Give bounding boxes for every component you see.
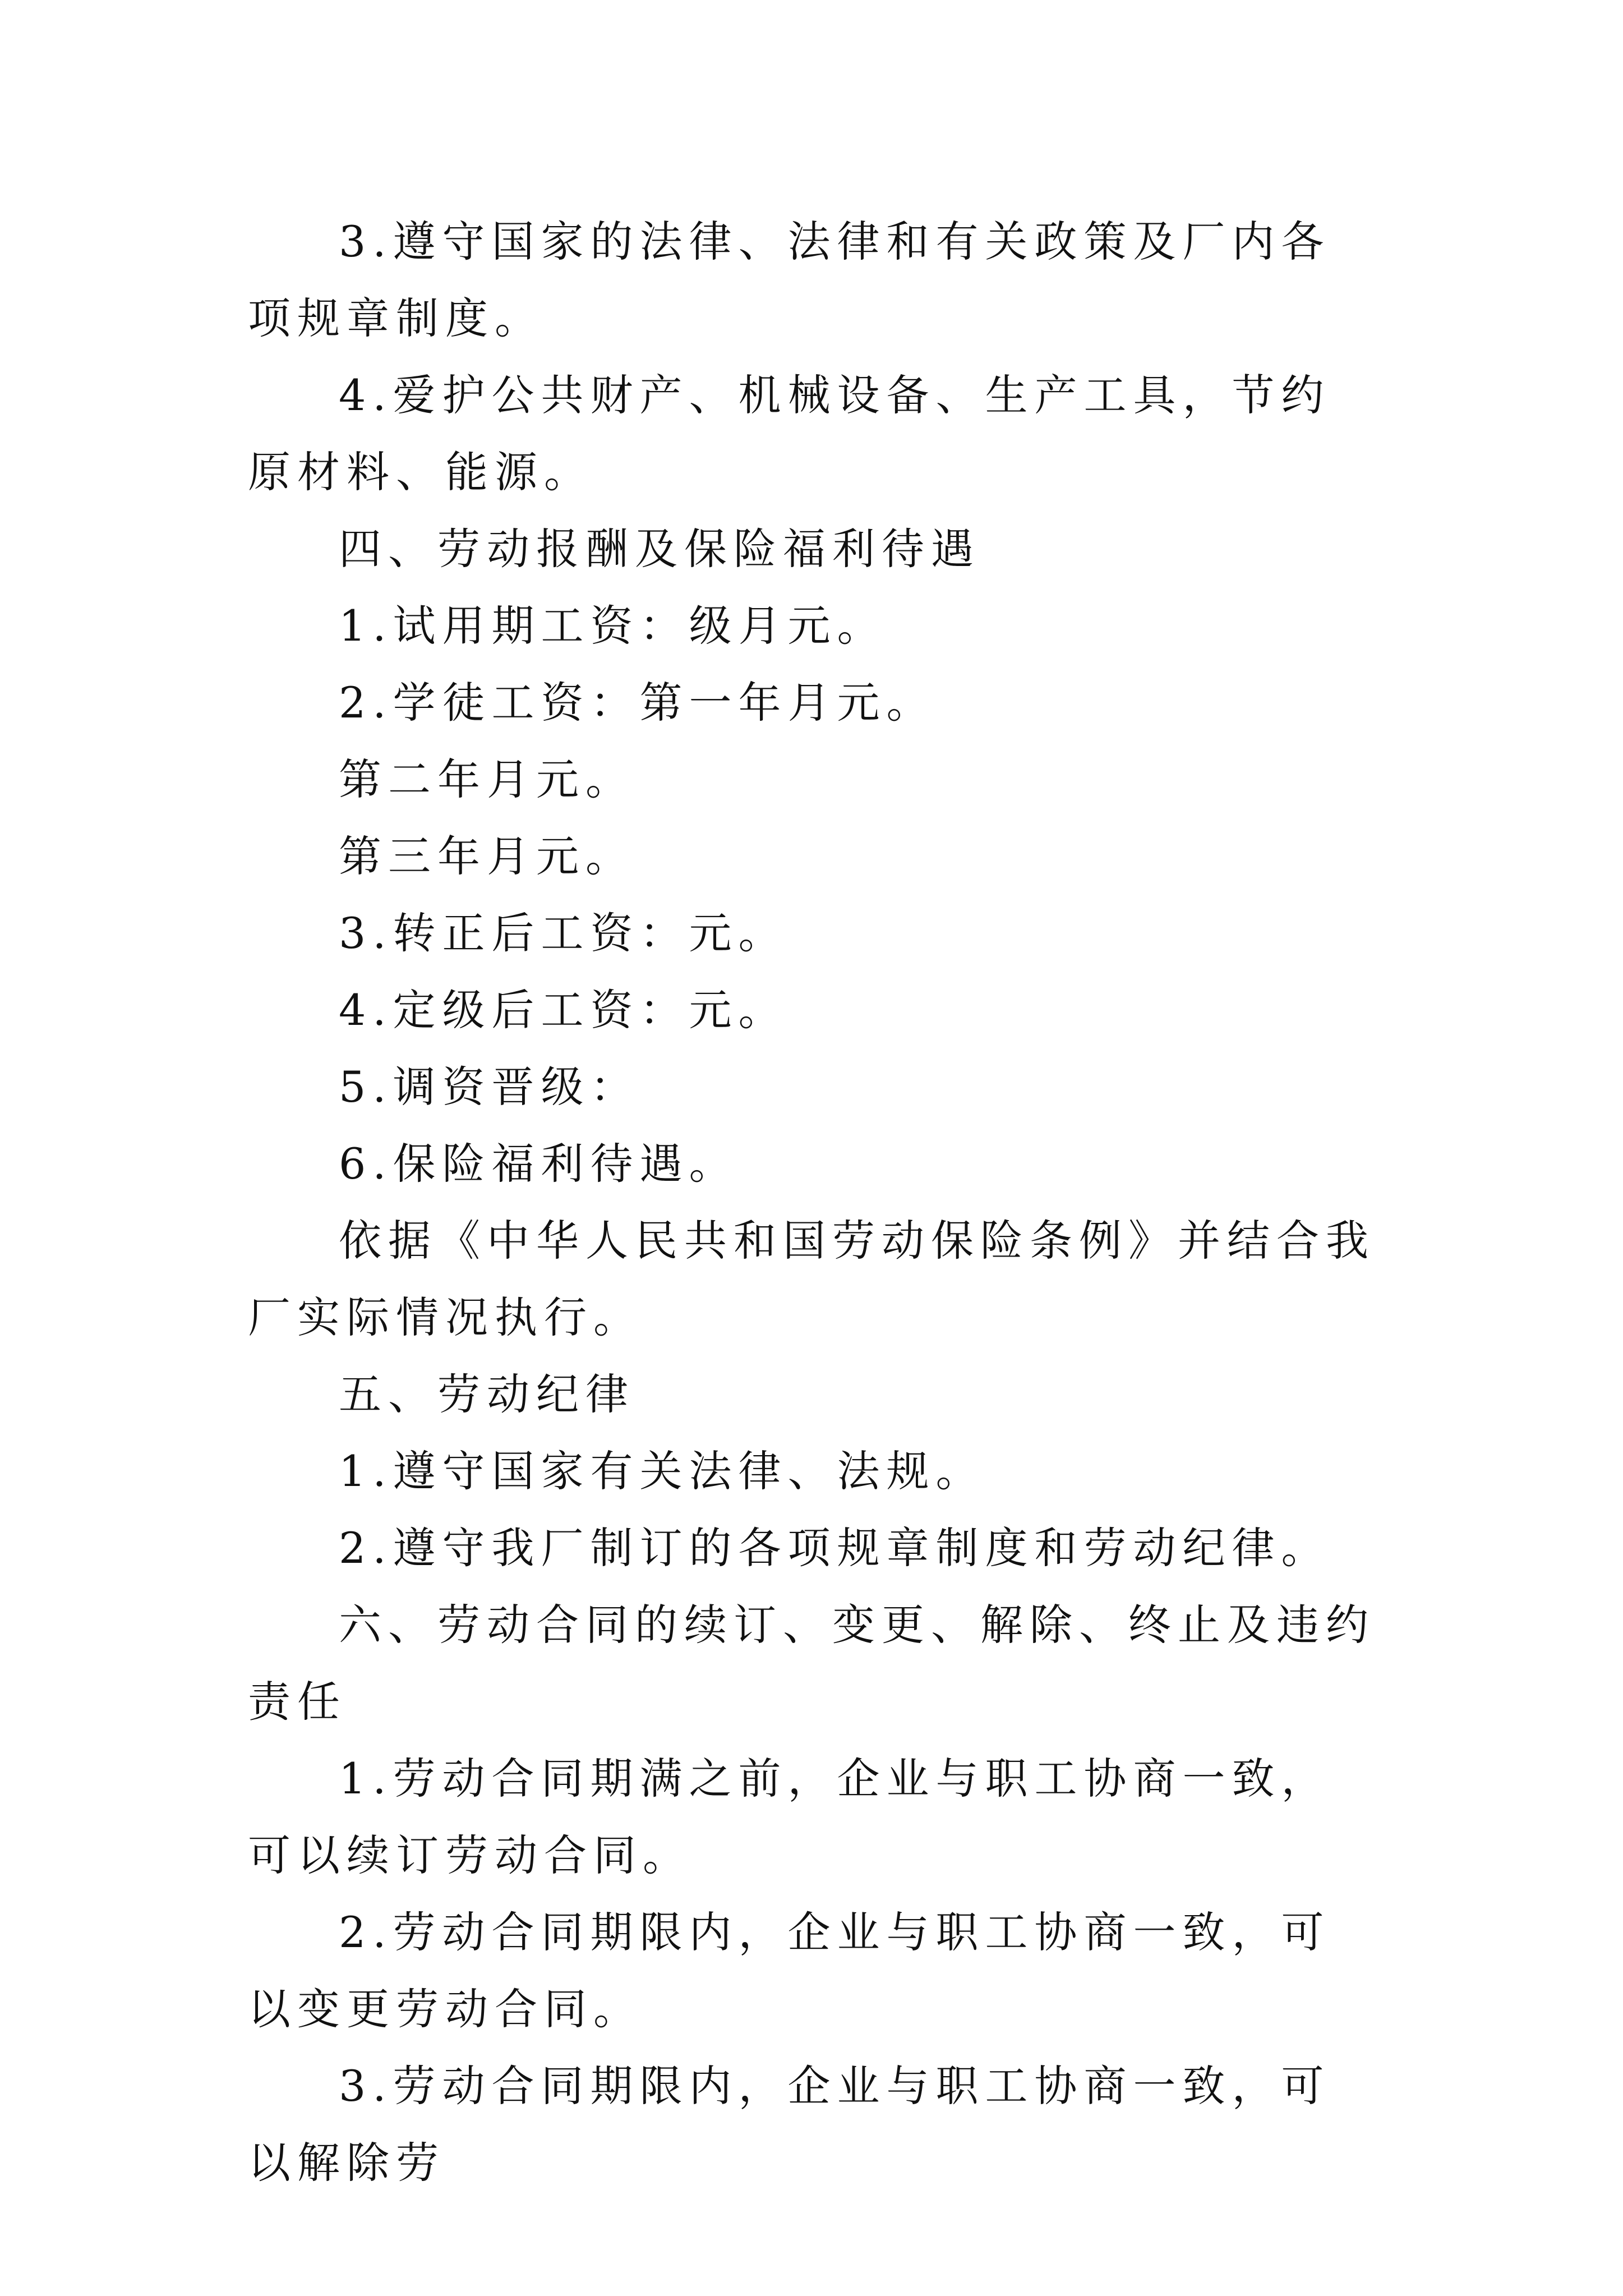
section-heading-4: 四、劳动报酬及保险福利待遇 (339, 524, 980, 574)
paragraph-salary-adjustment: 5.调资晋级： (339, 1062, 640, 1112)
paragraph-regular-salary: 3.转正后工资：元。 (339, 908, 788, 958)
paragraph-probation-salary: 1.试用期工资：级月元。 (339, 601, 887, 651)
paragraph-second-year: 第二年月元。 (339, 754, 635, 804)
paragraph-contract-renewal: 1.劳动合同期满之前，企业与职工协商一致，可以续订劳动合同。 (248, 1754, 1331, 1880)
paragraph-graded-salary: 4.定级后工资：元。 (339, 985, 788, 1035)
section-heading-5: 五、劳动纪律 (339, 1369, 635, 1419)
paragraph-insurance-basis: 依据《中华人民共和国劳动保险条例》并结合我厂实际情况执行。 (248, 1216, 1375, 1342)
paragraph-rule-3: 3.遵守国家的法律、法律和有关政策及厂内各项规章制度。 (248, 217, 1331, 343)
paragraph-contract-termination: 3.劳动合同期限内，企业与职工协商一致，可以解除劳 (248, 2061, 1331, 2188)
paragraph-discipline-1: 1.遵守国家有关法律、法规。 (339, 1446, 985, 1496)
paragraph-discipline-2: 2.遵守我厂制订的各项规章制度和劳动纪律。 (339, 1523, 1331, 1573)
document-body (248, 203, 1375, 2201)
section-heading-6: 六、劳动合同的续订、变更、解除、终止及违约责任 (248, 1600, 1375, 1727)
paragraph-contract-change: 2.劳动合同期限内，企业与职工协商一致，可以变更劳动合同。 (248, 1907, 1331, 2034)
paragraph-third-year: 第三年月元。 (339, 831, 635, 881)
paragraph-rule-4: 4.爱护公共财产、机械设备、生产工具，节约原材料、能源。 (248, 370, 1331, 497)
paragraph-insurance-benefits: 6.保险福利待遇。 (339, 1139, 739, 1189)
paragraph-apprentice-salary: 2.学徒工资：第一年月元。 (339, 678, 936, 728)
